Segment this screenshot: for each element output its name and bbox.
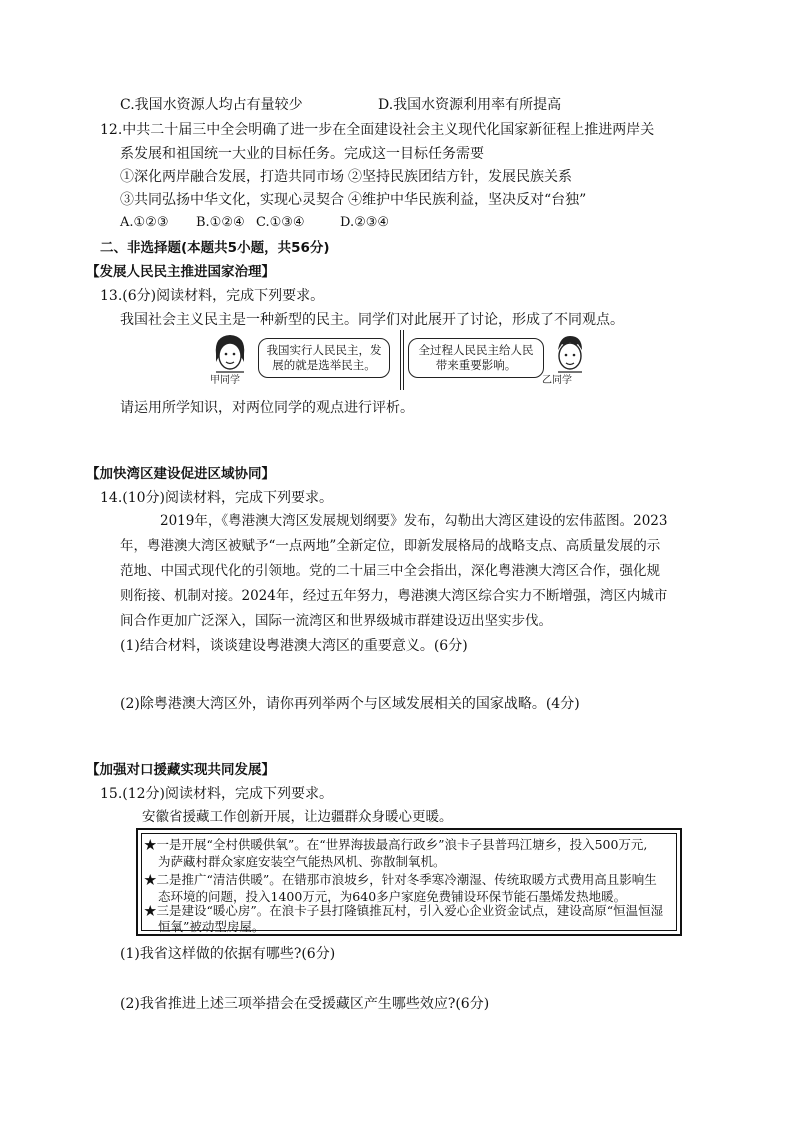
q13-topic-heading: 【发展人民民主推进国家治理】: [86, 264, 275, 280]
q15-measure-2-line2: 态环境的问题，投入1400万元，为640多户家庭免费铺设环保节能石墨烯发热地暖。: [158, 889, 627, 904]
q14-stem: 14.(10分)阅读材料，完成下列要求。: [100, 490, 334, 506]
q12-option-d: D.②③④: [340, 215, 390, 230]
q15-measures-box: [136, 828, 682, 936]
q12-stem-line1: 12.中共二十届三中全会明确了进一步在全面建设社会主义现代化国家新征程上推进两岸关: [100, 122, 655, 138]
q13-question: 请运用所学知识，对两位同学的观点进行评析。: [120, 400, 414, 416]
student-a-speech-bubble: 我国实行人民民主，发展的就是选举民主。: [258, 338, 390, 378]
q12-stem-line2: 系发展和祖国统一大业的目标任务。完成这一目标任务需要: [120, 146, 484, 162]
q15-subquestion-2: (2)我省推进上述三项举措会在受援藏区产生哪些效应?(6分): [120, 996, 490, 1012]
q15-measure-2-line1: ★二是推广“清洁供暖”。在错那市浪坡乡，针对冬季寒冷潮湿、传统取暖方式费用高且影响生: [144, 872, 657, 887]
q12-option-a: A.①②③: [120, 215, 169, 230]
q11-option-d: D.我国水资源利用率有所提高: [378, 97, 562, 113]
student-b-label: 乙同学: [542, 375, 572, 386]
q14-topic-heading: 【加快湾区建设促进区域协同】: [86, 466, 275, 482]
q12-item-1: ①深化两岸融合发展，打造共同市场: [120, 169, 344, 185]
cartoon-divider: [400, 330, 404, 390]
q15-measure-1-line1: ★一是开展“全村供暖供氧”。在“世界海拔最高行政乡”浪卡子县普玛江塘乡，投入500万元,: [144, 837, 648, 852]
q14-subquestion-1: (1)结合材料，谈谈建设粤港澳大湾区的重要意义。(6分): [120, 638, 468, 654]
q15-material: 安徽省援藏工作创新开展，让边疆群众身暖心更暖。: [142, 809, 453, 825]
q15-topic-heading: 【加强对口援藏实现共同发展】: [86, 762, 275, 778]
q12-option-c: C.①③④: [256, 215, 305, 230]
q14-material-line4: 则衔接、机制对接。2024年，经过五年努力，粤港澳大湾区综合实力不断增强，湾区内城市: [120, 588, 668, 604]
q14-material-line2: 年，粤港澳大湾区被赋予“一点两地”全新定位，即新发展格局的战略支点、高质量发展的示: [120, 538, 661, 554]
q14-material-line5: 间合作更加广泛深入，国际一流湾区和世界级城市群建设迈出坚实步伐。: [120, 613, 552, 629]
q11-option-c: C.我国水资源人均占有量较少: [120, 97, 303, 113]
q15-subquestion-1: (1)我省这样做的依据有哪些?(6分): [120, 946, 336, 962]
q15-measure-3-line1: ★三是建设“暖心房”。在浪卡子县打隆镇推瓦村，引入爱心企业资金试点，建设高原“恒温恒湿: [144, 903, 664, 918]
q14-material-line1: 2019年，《粤港澳大湾区发展规划纲要》发布，勾勒出大湾区建设的宏伟蓝图。2023: [160, 513, 668, 529]
q12-item-2: ②坚持民族团结方针，发展民族关系: [348, 169, 572, 185]
q13-cartoon: [210, 330, 590, 392]
section-2-title: 二、非选择题(本题共5小题，共56分): [100, 240, 330, 256]
q13-material: 我国社会主义民主是一种新型的民主。同学们对此展开了讨论，形成了不同观点。: [120, 312, 624, 328]
q13-stem: 13.(6分)阅读材料，完成下列要求。: [100, 288, 325, 304]
q14-material-line3: 范地、中国式现代化的引领地。党的二十届三中全会指出，深化粤港澳大湾区合作，强化规: [120, 563, 660, 579]
student-b-speech-bubble: 全过程人民民主给人民带来重要影响。: [408, 338, 544, 378]
q15-measure-1-line2: 为萨藏村群众家庭安装空气能热风机、弥散制氧机。: [158, 854, 446, 869]
student-b-face-icon: [550, 332, 590, 376]
student-a-label: 甲同学: [210, 375, 240, 386]
q15-stem: 15.(12分)阅读材料，完成下列要求。: [100, 786, 334, 802]
q12-item-3: ③共同弘扬中华文化，实现心灵契合: [120, 192, 344, 208]
q15-measure-3-line2: 恒氧”被动型房屋。: [158, 919, 265, 934]
q12-option-b: B.①②④: [196, 215, 245, 230]
student-a-face-icon: [210, 332, 250, 376]
q14-subquestion-2: (2)除粤港澳大湾区外，请你再列举两个与区域发展相关的国家战略。(4分): [120, 696, 580, 712]
q12-item-4: ④维护中华民族利益，坚决反对“台独”: [348, 192, 587, 208]
